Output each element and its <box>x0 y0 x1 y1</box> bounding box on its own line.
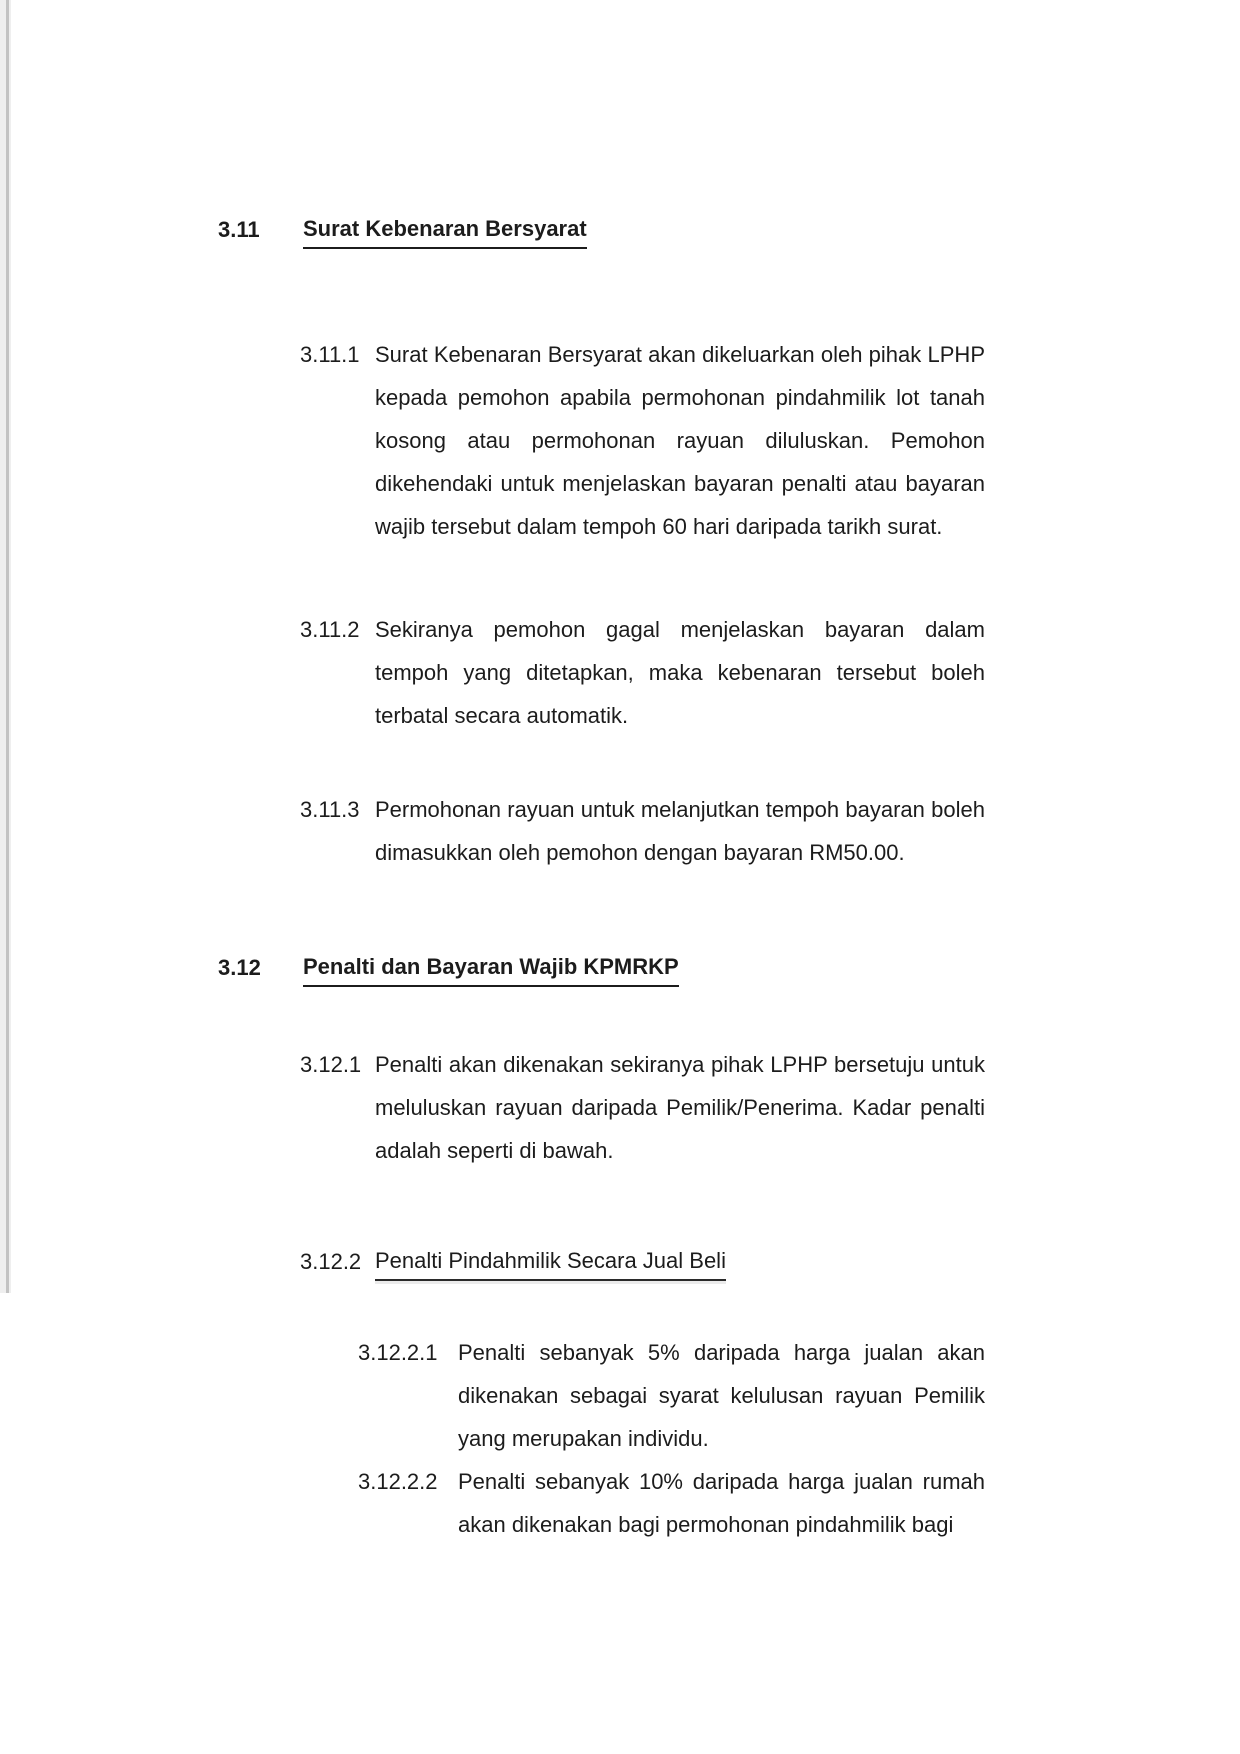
section-title: Penalti dan Bayaran Wajib KPMRKP <box>303 950 679 987</box>
clause-number: 3.12.1 <box>300 1052 362 1077</box>
subclause-text: Penalti sebanyak 10% daripada harga jualan rumah akan dikenakan bagi permohonan pindahmilik bagi <box>458 1469 985 1537</box>
clause-3-12-2-heading <box>300 1240 1008 1283</box>
section-heading-3-12 <box>218 946 1008 989</box>
page-content <box>218 208 1008 1546</box>
section-title: Surat Kebenaran Bersyarat <box>303 212 587 249</box>
subclause-3-12-2-1 <box>358 1331 1008 1460</box>
clause-3-11-2 <box>300 608 1008 737</box>
clause-number: 3.11.1 <box>300 342 360 367</box>
clause-3-12-1 <box>300 1043 1008 1172</box>
clause-number: 3.11.2 <box>300 617 360 642</box>
clause-3-11-1 <box>300 333 1008 548</box>
clause-text: Penalti akan dikenakan sekiranya pihak LPHP bersetuju untuk meluluskan rayuan daripada Pemilik/Penerima. Kadar penalti adalah seperti di bawah. <box>375 1052 985 1163</box>
clause-number: 3.12.2 <box>300 1249 362 1274</box>
subclause-number: 3.12.2.1 <box>358 1340 438 1365</box>
clause-3-11-3 <box>300 788 1008 874</box>
scan-edge-line <box>6 0 9 1293</box>
clause-text: Permohonan rayuan untuk melanjutkan tempoh bayaran boleh dimasukkan oleh pemohon dengan bayaran RM50.00. <box>375 797 985 865</box>
section-heading-3-11 <box>218 208 1008 251</box>
subclause-3-12-2-2 <box>358 1460 1008 1546</box>
clause-text: Surat Kebenaran Bersyarat akan dikeluarkan oleh pihak LPHP kepada pemohon apabila permohonan pindahmilik lot tanah kosong atau permohonan rayuan diluluskan. Pemohon dikehendaki untuk menjelaskan bayaran penalti atau bayaran wajib tersebut dalam tempoh 60 hari daripada tarikh surat. <box>375 342 985 539</box>
subclause-text: Penalti sebanyak 5% daripada harga jualan akan dikenakan sebagai syarat kelulusan rayuan Pemilik yang merupakan individu. <box>458 1340 985 1451</box>
clause-number: 3.11.3 <box>300 797 360 822</box>
clause-text: Sekiranya pemohon gagal menjelaskan bayaran dalam tempoh yang ditetapkan, maka kebenaran tersebut boleh terbatal secara automatik. <box>375 617 985 728</box>
section-number: 3.11 <box>218 217 260 242</box>
clause-subheading-title: Penalti Pindahmilik Secara Jual Beli <box>375 1244 726 1281</box>
subclause-number: 3.12.2.2 <box>358 1469 438 1494</box>
section-number: 3.12 <box>218 955 261 980</box>
